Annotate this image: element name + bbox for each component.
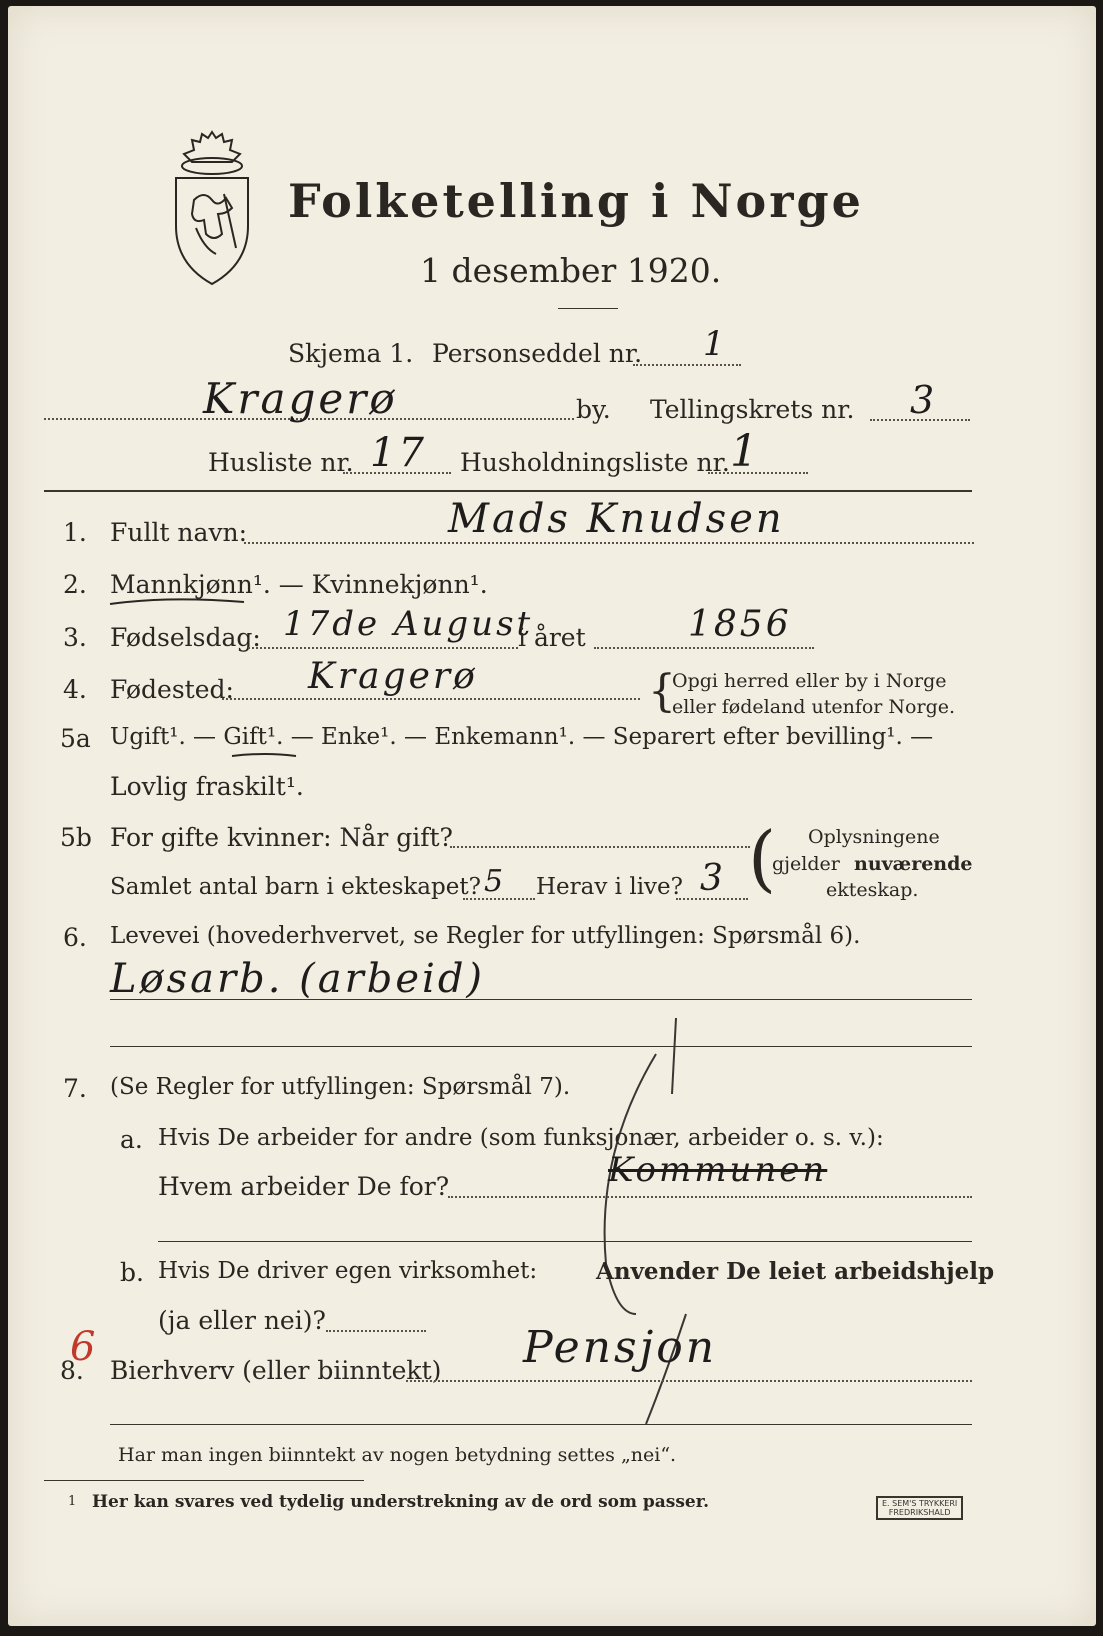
q6-value: Løsarb. (arbeid) — [110, 956, 486, 1002]
q8-value: Pensjon — [523, 1322, 718, 1373]
by-label: by. — [576, 395, 611, 424]
footnote-text: Her kan svares ved tydelig understrekning av de ord som passer. — [92, 1492, 710, 1512]
q7a-extra-line — [158, 1241, 972, 1242]
q5a-line1: Ugift¹. — Gift¹. — Enke¹. — Enkemann¹. — Separert efter bevilling¹. — — [110, 724, 934, 750]
q5b-note-line2b: nuværende — [854, 853, 973, 875]
header-divider — [44, 490, 972, 492]
q8-extra-line — [110, 1424, 972, 1425]
tellingskrets-value: 3 — [910, 378, 938, 422]
census-form — [8, 6, 1096, 1626]
tellingskrets-label: Tellingskrets nr. — [650, 395, 855, 424]
q4-number: 4. — [63, 675, 87, 704]
q5b-note-brace: ( — [748, 816, 777, 900]
husliste-label: Husliste nr. — [208, 448, 354, 477]
q7b-line1b: Anvender De leiet arbeidshjelp — [596, 1258, 995, 1285]
q5a-number: 5a — [60, 724, 91, 753]
q3-day-line — [248, 647, 518, 649]
q3-label: Fødselsdag: — [110, 623, 261, 652]
q3-day-value: 17de August — [283, 604, 534, 644]
q4-note-line2: eller fødeland utenfor Norge. — [672, 696, 956, 718]
q1-number: 1. — [63, 518, 87, 547]
norwegian-coat-of-arms-icon — [166, 128, 258, 288]
q4-note-brace: { — [648, 666, 676, 717]
q7a-value: Kommunen — [608, 1150, 828, 1190]
q5b-note-line3: ekteskap. — [826, 879, 919, 901]
q7b-line1a: Hvis De driver egen virksomhet: — [158, 1258, 538, 1284]
q4-line — [222, 698, 640, 700]
q8-line — [406, 1380, 972, 1382]
q7a-letter: a. — [120, 1125, 143, 1154]
personseddel-value: 1 — [703, 324, 728, 364]
q6-number: 6. — [63, 923, 87, 952]
q1-line — [244, 542, 974, 544]
q7-number: 7. — [63, 1074, 87, 1103]
q1-label: Fullt navn: — [110, 518, 248, 547]
q2-underline-mark — [108, 594, 248, 608]
husliste-value: 17 — [370, 430, 427, 476]
page-subtitle: 1 desember 1920. — [420, 251, 722, 290]
q6-line2 — [110, 1046, 972, 1047]
q2-number: 2. — [63, 570, 87, 599]
q5b-note-line1: Oplysningene — [808, 826, 940, 848]
q5b-herav-value: 3 — [700, 858, 726, 899]
husholdningsliste-value: 1 — [730, 426, 761, 477]
stamp-line2: FREDRIKSHALD — [888, 1508, 951, 1517]
q5b-nar-gift-line — [450, 846, 750, 848]
q6-line1 — [110, 999, 972, 1000]
q7b-line — [326, 1330, 426, 1332]
personseddel-label: Personseddel nr. — [432, 339, 643, 368]
q5b-note-line2a: gjelder — [772, 853, 840, 875]
q5b-herav-label: Herav i live? — [536, 874, 683, 900]
page-title: Folketelling i Norge — [288, 174, 864, 228]
q5b-label2: Samlet antal barn i ekteskapet? — [110, 874, 481, 900]
q4-note-line1: Opgi herred eller by i Norge — [672, 670, 947, 692]
printer-stamp — [876, 1496, 963, 1520]
q3-year-line — [594, 647, 814, 649]
q4-label: Fødested: — [110, 675, 234, 704]
q7a-line1: Hvis De arbeider for andre (som funksjonær, arbeider o. s. v.): — [158, 1125, 884, 1151]
q8-red-mark: 6 — [70, 1324, 99, 1370]
q7a-line — [448, 1196, 972, 1198]
q7b-line2: (ja eller nei)? — [158, 1306, 326, 1335]
q5b-barn-value: 5 — [484, 864, 507, 899]
footer-note: Har man ingen biinntekt av nogen betydning settes „nei“. — [118, 1444, 677, 1466]
city-value: Kragerø — [203, 374, 398, 423]
title-divider — [558, 308, 618, 309]
schema-label: Skjema 1. — [288, 339, 414, 368]
q3-number: 3. — [63, 623, 87, 652]
footnote-number: 1 — [68, 1494, 77, 1509]
q7b-letter: b. — [120, 1258, 144, 1287]
husholdningsliste-label: Husholdningsliste nr. — [460, 448, 730, 477]
q3-year-label: i året — [518, 623, 586, 652]
q5a-line2: Lovlig fraskilt¹. — [110, 772, 304, 801]
q8-label: Bierhverv (eller biinntekt) — [110, 1356, 442, 1385]
q7a-line2: Hvem arbeider De for? — [158, 1172, 450, 1201]
q5a-underline-mark — [230, 750, 300, 760]
q2-label: Mannkjønn¹. — Kvinnekjønn¹. — [110, 570, 488, 599]
q5b-label1: For gifte kvinner: Når gift? — [110, 823, 453, 852]
stamp-line1: E. SEM'S TRYKKERI — [882, 1499, 958, 1508]
q4-value: Kragerø — [308, 656, 478, 697]
q1-value: Mads Knudsen — [448, 496, 785, 542]
q5b-number: 5b — [60, 823, 92, 852]
q3-year-value: 1856 — [688, 604, 792, 645]
q7-label: (Se Regler for utfyllingen: Spørsmål 7). — [110, 1074, 571, 1100]
footnote-divider — [44, 1480, 364, 1481]
q8-number: 8. — [60, 1356, 84, 1385]
personseddel-line — [633, 364, 741, 366]
q6-label: Levevei (hovederhvervet, se Regler for utfyllingen: Spørsmål 6). — [110, 923, 861, 949]
